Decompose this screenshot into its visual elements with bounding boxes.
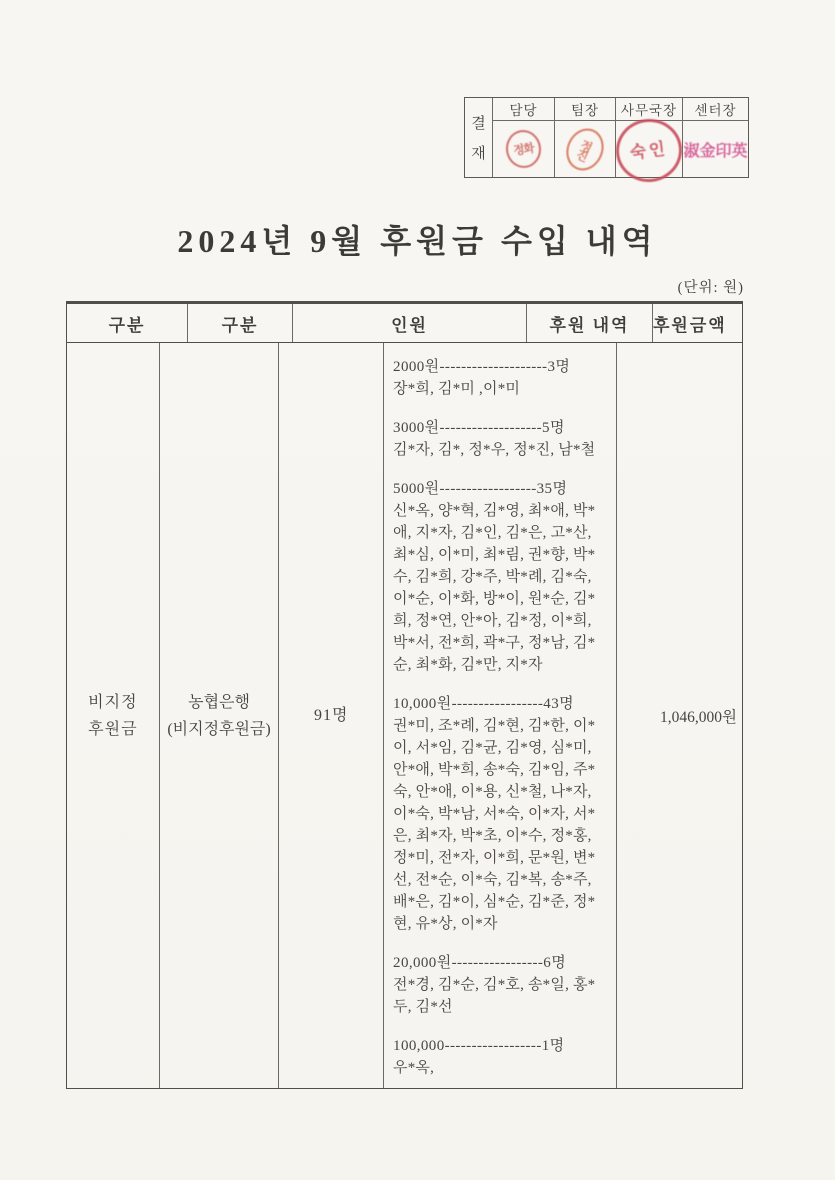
donation-tier-line: 5000원------------------35명 [393, 481, 568, 497]
donor-name-line: 김*자, 김*, 정*우, 정*진, 남*철 [393, 442, 596, 458]
donation-tier-line: 100,000------------------1명 [393, 1038, 565, 1054]
approval-title-cell: 사무국장 [615, 98, 682, 121]
detail-cell [383, 343, 616, 1088]
donor-name-line: 신*옥, 양*혁, 김*영, 최*애, 박* [393, 503, 596, 519]
page-title: 2024년 9월 후원금 수입 내역 [177, 223, 658, 259]
donation-section [393, 952, 608, 1018]
seal-stamp-icon: 淑金印英 [683, 142, 748, 160]
donation-section [393, 417, 608, 461]
approval-grid [493, 98, 748, 177]
donor-name-line: 이*순, 이*화, 방*이, 원*순, 김* [393, 591, 596, 607]
unit-label: (단위: 원) [677, 280, 744, 296]
donation-section [393, 356, 608, 400]
donation-tier-line: 2000원--------------------3명 [393, 359, 571, 375]
approval-row-label [465, 98, 493, 177]
table-header-cell: 후원금액 [652, 304, 727, 342]
donor-name-line: 우*옥, [393, 1060, 435, 1076]
category-line: 비지정 [88, 693, 138, 711]
approval-stamp-cell [554, 121, 615, 177]
seal-stamp-icon: 정진 [560, 122, 610, 176]
donation-table [66, 301, 743, 1089]
approval-box [464, 97, 749, 178]
donor-name-line: 전*경, 김*순, 김*호, 송*일, 홍* [393, 977, 596, 993]
donor-name-line: 배*은, 김*이, 심*순, 김*준, 정* [393, 894, 596, 910]
donor-name-line: 안*애, 박*희, 송*숙, 김*임, 주* [393, 762, 596, 778]
donation-tier-line: 20,000원-----------------6명 [393, 955, 567, 971]
category-line: 후원금 [88, 720, 138, 738]
total-amount: 1,046,000원 [660, 708, 738, 726]
approval-row-label-char: 재 [471, 146, 486, 162]
table-header-row [67, 304, 742, 343]
donor-name-lines [393, 1057, 608, 1079]
donation-tier-line: 10,000원-----------------43명 [393, 696, 574, 712]
donation-section [393, 1035, 608, 1079]
bank-line: (비지정후원금) [167, 720, 271, 738]
approval-row-label-char: 결 [471, 116, 486, 132]
table-body-row [67, 343, 742, 1088]
donor-name-line: 이, 서*임, 김*균, 김*영, 심*미, [393, 740, 592, 756]
donor-name-line: 현, 유*상, 이*자 [393, 916, 498, 932]
approval-title-cell: 팀장 [554, 98, 615, 121]
category-cell [67, 343, 159, 1088]
seal-stamp-icon: 정화 [504, 128, 544, 171]
donor-name-line: 애, 지*자, 김*인, 김*은, 고*산, [393, 525, 592, 541]
bank-cell [159, 343, 279, 1088]
table-header-cell: 인원 [292, 304, 526, 342]
donor-name-line: 두, 김*선 [393, 999, 453, 1015]
amount-cell [616, 343, 742, 1088]
donor-count: 91명 [313, 707, 349, 724]
donor-name-line: 은, 최*자, 박*초, 이*수, 정*홍, [393, 828, 592, 844]
donation-section [393, 478, 608, 676]
donation-section [393, 693, 608, 935]
approval-title-cell: 센터장 [682, 98, 748, 121]
count-cell [278, 343, 383, 1088]
approval-title-cell: 담당 [493, 98, 554, 121]
donor-name-lines [393, 500, 608, 676]
donor-name-lines [393, 378, 608, 400]
donor-name-line: 정*미, 전*자, 이*희, 문*원, 변* [393, 850, 596, 866]
donor-name-line: 장*희, 김*미 ,이*미 [393, 381, 521, 397]
donor-name-line: 숙, 안*애, 이*용, 신*철, 나*자, [393, 784, 592, 800]
donor-name-line: 최*심, 이*미, 최*림, 권*향, 박* [393, 547, 596, 563]
table-header-cell: 구분 [187, 304, 292, 342]
approval-stamp-cell [493, 121, 554, 177]
donation-tier-line: 3000원-------------------5명 [393, 420, 565, 436]
table-header-cell: 구분 [108, 315, 146, 335]
approval-stamp-cell [615, 121, 682, 177]
donor-name-lines [393, 974, 608, 1018]
donor-name-line: 선, 전*순, 이*숙, 김*복, 송*주, [393, 872, 592, 888]
donor-name-line: 순, 최*화, 김*만, 지*자 [393, 657, 543, 673]
bank-line: 농협은행 [188, 693, 250, 711]
table-header-cell: 후원 내역 [526, 304, 652, 342]
donor-name-line: 이*숙, 박*남, 서*숙, 이*자, 서* [393, 806, 596, 822]
donor-name-line: 권*미, 조*례, 김*현, 김*한, 이* [393, 718, 596, 734]
donor-name-lines [393, 439, 608, 461]
approval-stamp-row [493, 121, 748, 177]
donor-name-line: 수, 김*희, 강*주, 박*례, 김*숙, [393, 569, 592, 585]
approval-stamp-cell [682, 121, 748, 177]
approval-title-row [493, 98, 748, 121]
donor-name-line: 박*서, 전*희, 곽*구, 정*남, 김* [393, 635, 596, 651]
seal-stamp-icon: 숙인 [612, 115, 685, 186]
donor-name-lines [393, 715, 608, 935]
donor-name-line: 희, 정*연, 안*아, 김*정, 이*희, [393, 613, 592, 629]
